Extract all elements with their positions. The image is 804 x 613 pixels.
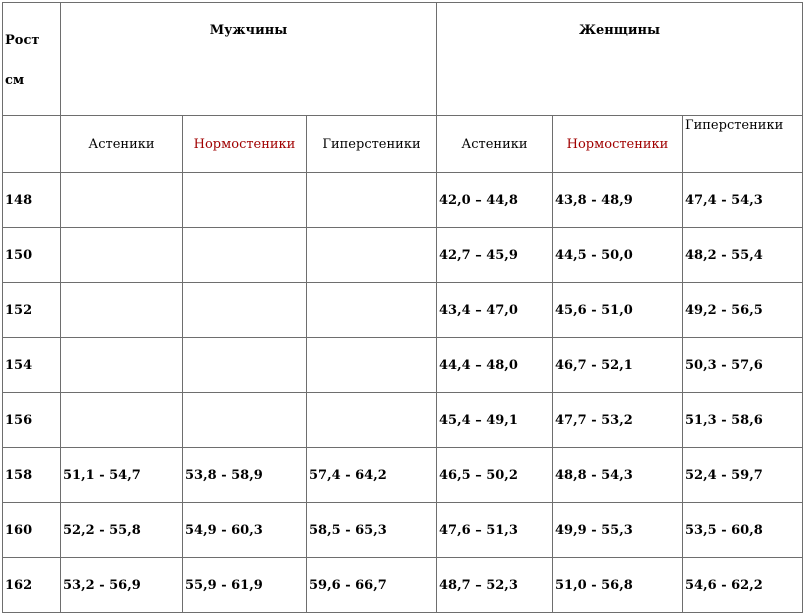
- weight-range-cell: 51,1 - 54,7: [61, 448, 183, 503]
- height-cell: 152: [3, 283, 61, 338]
- weight-range-cell: 46,5 – 50,2: [437, 448, 553, 503]
- women-hypersthenic-header: Гиперстеники: [683, 116, 803, 173]
- weight-range-cell: [61, 393, 183, 448]
- weight-range-cell: [307, 228, 437, 283]
- weight-range-cell: [61, 283, 183, 338]
- subheader-row: [3, 116, 803, 173]
- weight-range-cell: 43,4 – 47,0: [437, 283, 553, 338]
- weight-range-cell: [307, 173, 437, 228]
- table-row: [3, 228, 803, 283]
- weight-table: [2, 2, 803, 613]
- table-row: [3, 558, 803, 613]
- height-header: [3, 3, 61, 116]
- height-cell: 160: [3, 503, 61, 558]
- weight-range-cell: 51,3 - 58,6: [683, 393, 803, 448]
- weight-range-cell: [61, 338, 183, 393]
- men-normosthenic-header: Нормостеники: [183, 116, 307, 173]
- weight-range-cell: [61, 228, 183, 283]
- weight-range-cell: [183, 393, 307, 448]
- height-unit: см: [5, 73, 25, 88]
- weight-range-cell: 55,9 - 61,9: [183, 558, 307, 613]
- men-header: Мужчины: [61, 3, 437, 116]
- weight-range-cell: 44,5 - 50,0: [553, 228, 683, 283]
- weight-range-cell: 42,7 – 45,9: [437, 228, 553, 283]
- subheader-empty: [3, 116, 61, 173]
- weight-range-cell: 47,6 – 51,3: [437, 503, 553, 558]
- weight-range-cell: 58,5 - 65,3: [307, 503, 437, 558]
- header-row: [3, 3, 803, 116]
- weight-range-cell: 51,0 - 56,8: [553, 558, 683, 613]
- weight-range-cell: 54,6 - 62,2: [683, 558, 803, 613]
- weight-range-cell: [307, 393, 437, 448]
- men-asthenic-header: Астеники: [61, 116, 183, 173]
- table-row: [3, 173, 803, 228]
- weight-range-cell: 45,6 - 51,0: [553, 283, 683, 338]
- weight-range-cell: [307, 338, 437, 393]
- weight-range-cell: 48,2 - 55,4: [683, 228, 803, 283]
- weight-range-cell: 46,7 - 52,1: [553, 338, 683, 393]
- weight-range-cell: [183, 338, 307, 393]
- height-cell: 162: [3, 558, 61, 613]
- weight-range-cell: [183, 228, 307, 283]
- weight-range-cell: 45,4 – 49,1: [437, 393, 553, 448]
- height-cell: 150: [3, 228, 61, 283]
- weight-range-cell: 48,8 - 54,3: [553, 448, 683, 503]
- weight-range-cell: 54,9 - 60,3: [183, 503, 307, 558]
- weight-range-cell: [307, 283, 437, 338]
- table-row: [3, 338, 803, 393]
- table-body: [3, 173, 803, 613]
- weight-range-cell: 52,2 - 55,8: [61, 503, 183, 558]
- weight-range-cell: [183, 173, 307, 228]
- women-header: Женщины: [437, 3, 803, 116]
- weight-range-cell: 57,4 - 64,2: [307, 448, 437, 503]
- weight-range-cell: 52,4 - 59,7: [683, 448, 803, 503]
- weight-range-cell: [61, 173, 183, 228]
- weight-range-cell: 50,3 - 57,6: [683, 338, 803, 393]
- weight-range-cell: 53,5 - 60,8: [683, 503, 803, 558]
- weight-range-cell: 49,2 - 56,5: [683, 283, 803, 338]
- weight-range-cell: 47,4 - 54,3: [683, 173, 803, 228]
- weight-range-cell: 48,7 – 52,3: [437, 558, 553, 613]
- women-normosthenic-header: Нормостеники: [553, 116, 683, 173]
- weight-range-cell: 53,8 - 58,9: [183, 448, 307, 503]
- table-row: [3, 448, 803, 503]
- weight-range-cell: [183, 283, 307, 338]
- weight-range-cell: 47,7 - 53,2: [553, 393, 683, 448]
- height-cell: 154: [3, 338, 61, 393]
- height-cell: 148: [3, 173, 61, 228]
- weight-range-cell: 53,2 - 56,9: [61, 558, 183, 613]
- weight-range-cell: 49,9 - 55,3: [553, 503, 683, 558]
- weight-range-cell: 43,8 - 48,9: [553, 173, 683, 228]
- table-row: [3, 283, 803, 338]
- weight-range-cell: 42,0 – 44,8: [437, 173, 553, 228]
- table-row: [3, 393, 803, 448]
- height-cell: 156: [3, 393, 61, 448]
- height-label: Рост: [5, 33, 40, 48]
- height-cell: 158: [3, 448, 61, 503]
- weight-range-cell: 59,6 - 66,7: [307, 558, 437, 613]
- women-asthenic-header: Астеники: [437, 116, 553, 173]
- table-row: [3, 503, 803, 558]
- men-hypersthenic-header: Гиперстеники: [307, 116, 437, 173]
- weight-range-cell: 44,4 – 48,0: [437, 338, 553, 393]
